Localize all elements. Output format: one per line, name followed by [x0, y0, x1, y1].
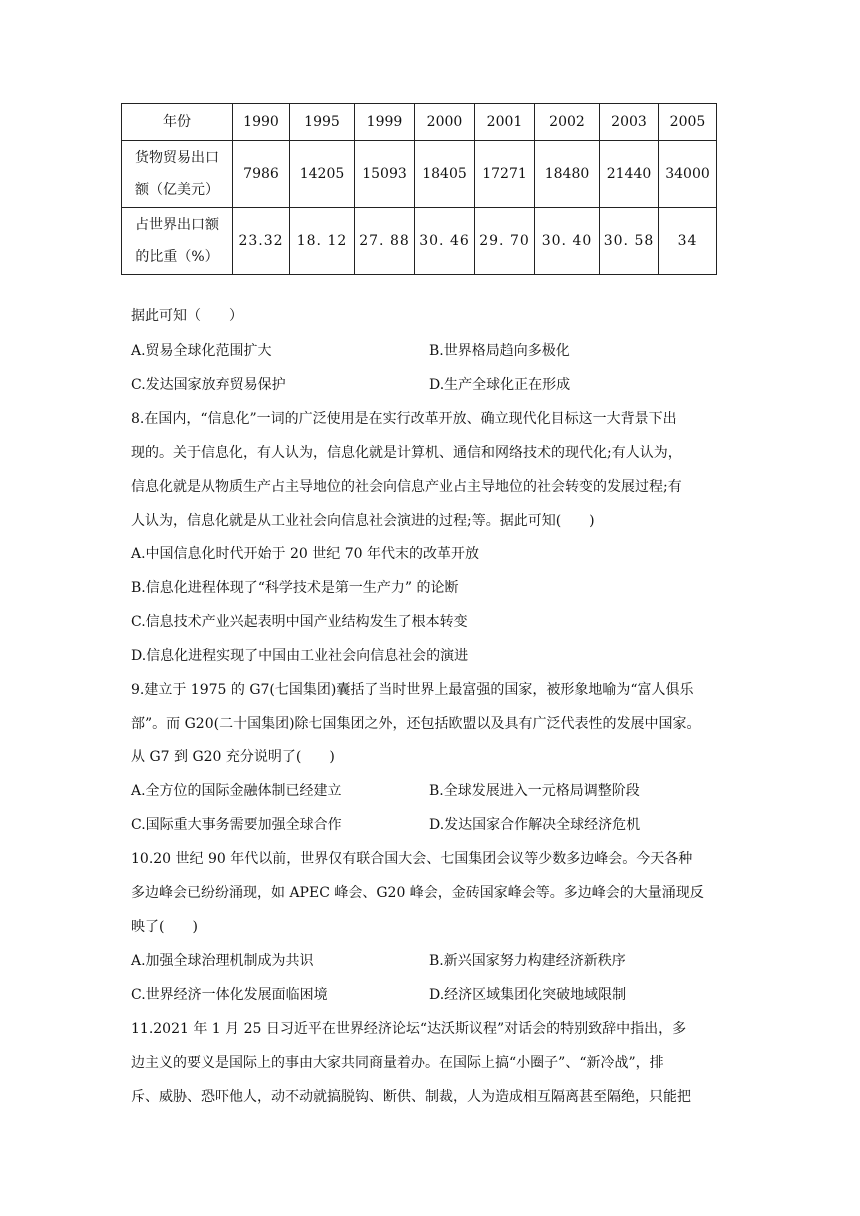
year-cell: 1990 — [233, 104, 290, 141]
value-cell: 14205 — [290, 141, 355, 208]
share-label-cell — [122, 208, 233, 275]
q8-option-c[interactable]: C.信息技术产业兴起表明中国产业结构发生了根本转变 — [131, 614, 468, 630]
q9-option-d[interactable]: D.发达国家合作解决全球经济危机 — [429, 817, 641, 833]
year-cell: 2000 — [415, 104, 475, 141]
q9-option-b[interactable]: B.全球发展进入一元格局调整阶段 — [429, 783, 640, 799]
value-cell: 17271 — [475, 141, 535, 208]
q10-stem-line: 映了( ) — [131, 919, 198, 935]
q9-stem-line: 从 G7 到 G20 充分说明了( ) — [131, 749, 335, 765]
year-cell: 2005 — [659, 104, 717, 141]
q7-option-c[interactable]: C.发达国家放弃贸易保护 — [131, 377, 286, 393]
value-cell: 7986 — [233, 141, 290, 208]
value-cell: 34 — [659, 208, 717, 275]
q7-option-a[interactable]: A.贸易全球化范围扩大 — [131, 343, 272, 359]
value-cell: 23.32 — [233, 208, 290, 275]
q10-stem-line: 10.20 世纪 90 年代以前，世界仅有联合国大会、七国集团会议等少数多边峰会。今天各种 — [131, 851, 693, 867]
value-cell: 18405 — [415, 141, 475, 208]
table-row — [122, 208, 717, 275]
value-cell: 30. 58 — [600, 208, 659, 275]
year-cell: 1999 — [355, 104, 415, 141]
q9-option-a[interactable]: A.全方位的国际金融体制已经建立 — [131, 783, 342, 799]
row-label-line: 额（亿美元） — [135, 182, 219, 198]
value-cell: 27. 88 — [355, 208, 415, 275]
value-cell: 34000 — [659, 141, 717, 208]
q8-option-b[interactable]: B.信息化进程体现了“科学技术是第一生产力” 的论断 — [131, 580, 459, 596]
row-label-line: 货物贸易出口 — [135, 150, 219, 166]
table-row — [122, 141, 717, 208]
q8-stem-line: 人认为，信息化就是从工业社会向信息社会演进的过程;等。据此可知( ) — [131, 513, 595, 529]
year-header-cell: 年份 — [122, 104, 233, 141]
value-cell: 18. 12 — [290, 208, 355, 275]
q8-option-a[interactable]: A.中国信息化时代开始于 20 世纪 70 年代末的改革开放 — [131, 546, 479, 562]
q7-option-d[interactable]: D.生产全球化正在形成 — [429, 377, 571, 393]
q9-stem-line: 9.建立于 1975 的 G7(七国集团)囊括了当时世界上最富强的国家，被形象地喻为“富人俱乐 — [131, 682, 694, 698]
table-row — [122, 104, 717, 141]
value-cell: 21440 — [600, 141, 659, 208]
year-cell: 2003 — [600, 104, 659, 141]
trade-data-table — [121, 103, 717, 275]
year-cell: 2001 — [475, 104, 535, 141]
q8-stem-line: 信息化就是从物质生产占主导地位的社会向信息产业占主导地位的社会转变的发展过程;有 — [131, 479, 682, 495]
q7-option-b[interactable]: B.世界格局趋向多极化 — [429, 343, 570, 359]
year-cell: 1995 — [290, 104, 355, 141]
year-cell: 2002 — [535, 104, 600, 141]
value-cell: 30. 46 — [415, 208, 475, 275]
value-cell: 18480 — [535, 141, 600, 208]
q8-option-d[interactable]: D.信息化进程实现了中国由工业社会向信息社会的演进 — [131, 648, 469, 664]
q10-option-b[interactable]: B.新兴国家努力构建经济新秩序 — [429, 953, 626, 969]
q11-stem-line: 边主义的要义是国际上的事由大家共同商量着办。在国际上搞“小圈子”、“新冷战”，排 — [131, 1055, 664, 1071]
q10-stem-line: 多边峰会已纷纷涌现，如 APEC 峰会、G20 峰会，金砖国家峰会等。多边峰会的大量涌现反 — [131, 885, 704, 901]
q8-stem-line: 现的。关于信息化，有人认为，信息化就是计算机、通信和网络技术的现代化;有人认为， — [131, 445, 682, 461]
q11-stem-line: 11.2021 年 1 月 25 日习近平在世界经济论坛“达沃斯议程”对话会的特别致辞中指出，多 — [131, 1021, 687, 1037]
value-cell: 15093 — [355, 141, 415, 208]
q10-option-a[interactable]: A.加强全球治理机制成为共识 — [131, 953, 314, 969]
q8-stem-line: 8.在国内，“信息化”一词的广泛使用是在实行改革开放、确立现代化目标这一大背景下出 — [131, 411, 677, 427]
value-cell: 30. 40 — [535, 208, 600, 275]
q10-option-c[interactable]: C.世界经济一体化发展面临困境 — [131, 987, 328, 1003]
q9-stem-line: 部”。而 G20(二十国集团)除七国集团之外，还包括欧盟以及具有广泛代表性的发展中国家。 — [131, 716, 701, 732]
q9-option-c[interactable]: C.国际重大事务需要加强全球合作 — [131, 817, 342, 833]
q11-stem-line: 斥、威胁、恐吓他人，动不动就搞脱钩、断供、制裁，人为造成相互隔离甚至隔绝，只能把 — [131, 1089, 691, 1105]
row-label-line: 占世界出口额 — [135, 217, 219, 233]
export-value-label-cell — [122, 141, 233, 208]
row-label-line: 的比重（%） — [135, 249, 219, 265]
q10-option-d[interactable]: D.经济区域集团化突破地域限制 — [429, 987, 627, 1003]
value-cell: 29. 70 — [475, 208, 535, 275]
q7-stem: 据此可知（ ） — [131, 308, 243, 324]
